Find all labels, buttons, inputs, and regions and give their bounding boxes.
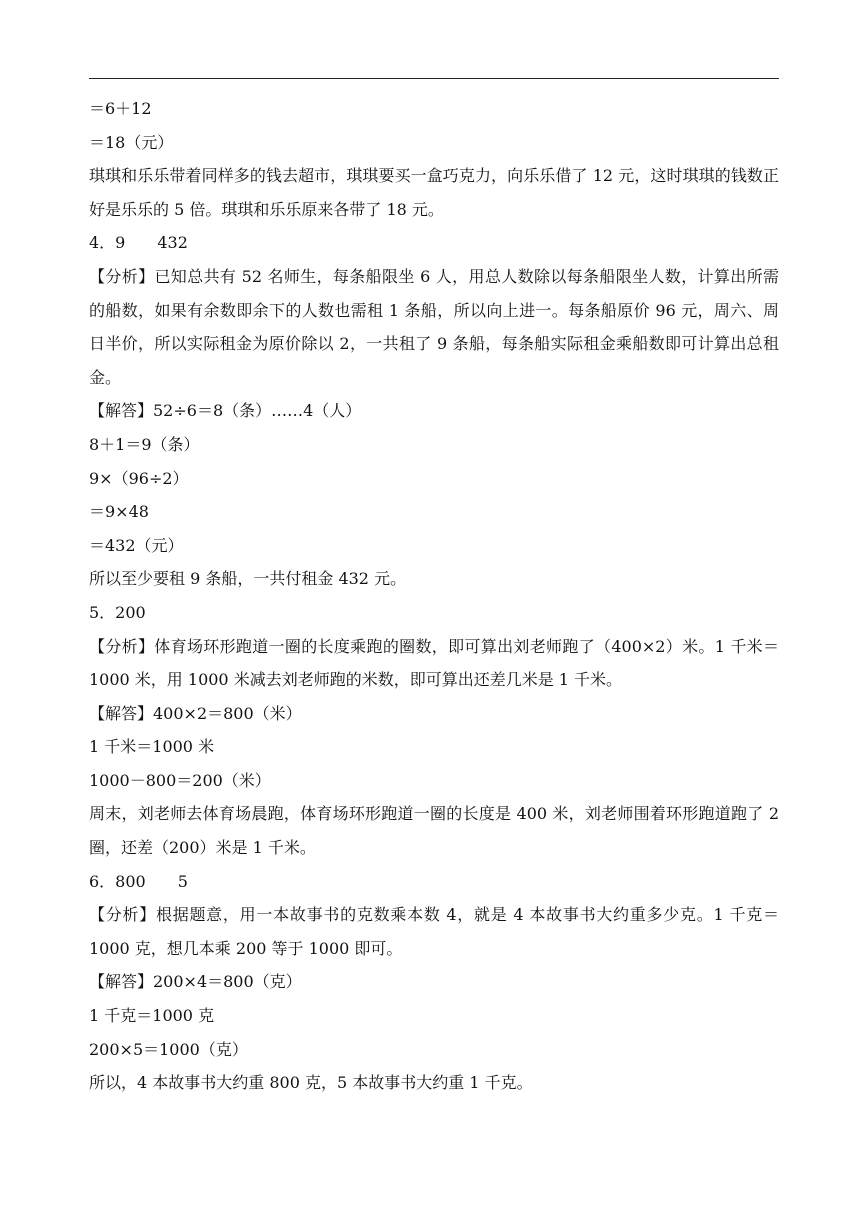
text-line: ＝6＋12 <box>89 99 152 118</box>
text-line: 1 千克＝1000 克 <box>89 1006 215 1026</box>
answer-heading: 5．200 <box>89 602 146 622</box>
answer-heading: 4．9 432 <box>89 233 188 253</box>
answer-heading: 6．800 5 <box>89 871 188 891</box>
text-line: 1000－800＝200（米） <box>89 770 271 790</box>
header-rule <box>89 78 779 79</box>
analysis-paragraph: 【分析】根据题意，用一本故事书的克数乘本数 4，就是 4 本故事书大约重多少克。1 千克＝1000 克，想几本乘 200 等于 1000 即可。 <box>89 905 779 958</box>
text-line: 所以，4 本故事书大约重 800 克，5 本故事书大约重 1 千克。 <box>89 1073 533 1093</box>
text-line: 1 千米＝1000 米 <box>89 737 215 757</box>
text-line: 9×（96÷2） <box>89 468 189 488</box>
solution-line: 【解答】52÷6＝8（条）……4（人） <box>89 401 362 421</box>
text-line: ＝18（元） <box>89 132 174 152</box>
text-line: 所以至少要租 9 条船，一共付租金 432 元。 <box>89 569 407 589</box>
text-line: ＝432（元） <box>89 535 184 555</box>
solution-line: 【解答】200×4＝800（克） <box>89 972 302 992</box>
text-line: ＝9×48 <box>89 502 149 522</box>
text-line: 200×5＝1000（克） <box>89 1039 248 1059</box>
solution-line: 【解答】400×2＝800（米） <box>89 703 302 723</box>
analysis-paragraph: 【分析】已知总共有 52 名师生，每条船限坐 6 人，用总人数除以每条船限坐人数，计算出所需的船数，如果有余数即余下的人数也需租 1 条船，所以向上进一。每条船原价 96 元，周六、周日半价，所以实际租金为原价除以 2，一共租了 9 条船，每条船实际租金乘船数即可计算出总租金。 <box>89 266 779 387</box>
text-paragraph: 琪琪和乐乐带着同样多的钱去超市，琪琪要买一盒巧克力，向乐乐借了 12 元，这时琪琪的钱数正好是乐乐的 5 倍。琪琪和乐乐原来各带了 18 元。 <box>89 166 779 219</box>
answer-content <box>89 92 779 1100</box>
text-paragraph: 周末，刘老师去体育场晨跑，体育场环形跑道一圈的长度是 400 米，刘老师围着环形跑道跑了 2 圈，还差（200）米是 1 千米。 <box>89 804 779 858</box>
text-line: 8＋1＝9（条） <box>89 434 200 454</box>
analysis-paragraph: 【分析】体育场环形跑道一圈的长度乘跑的圈数，即可算出刘老师跑了（400×2）米。1 千米＝1000 米，用 1000 米减去刘老师跑的米数，即可算出还差几米是 1 千米。 <box>89 636 779 690</box>
